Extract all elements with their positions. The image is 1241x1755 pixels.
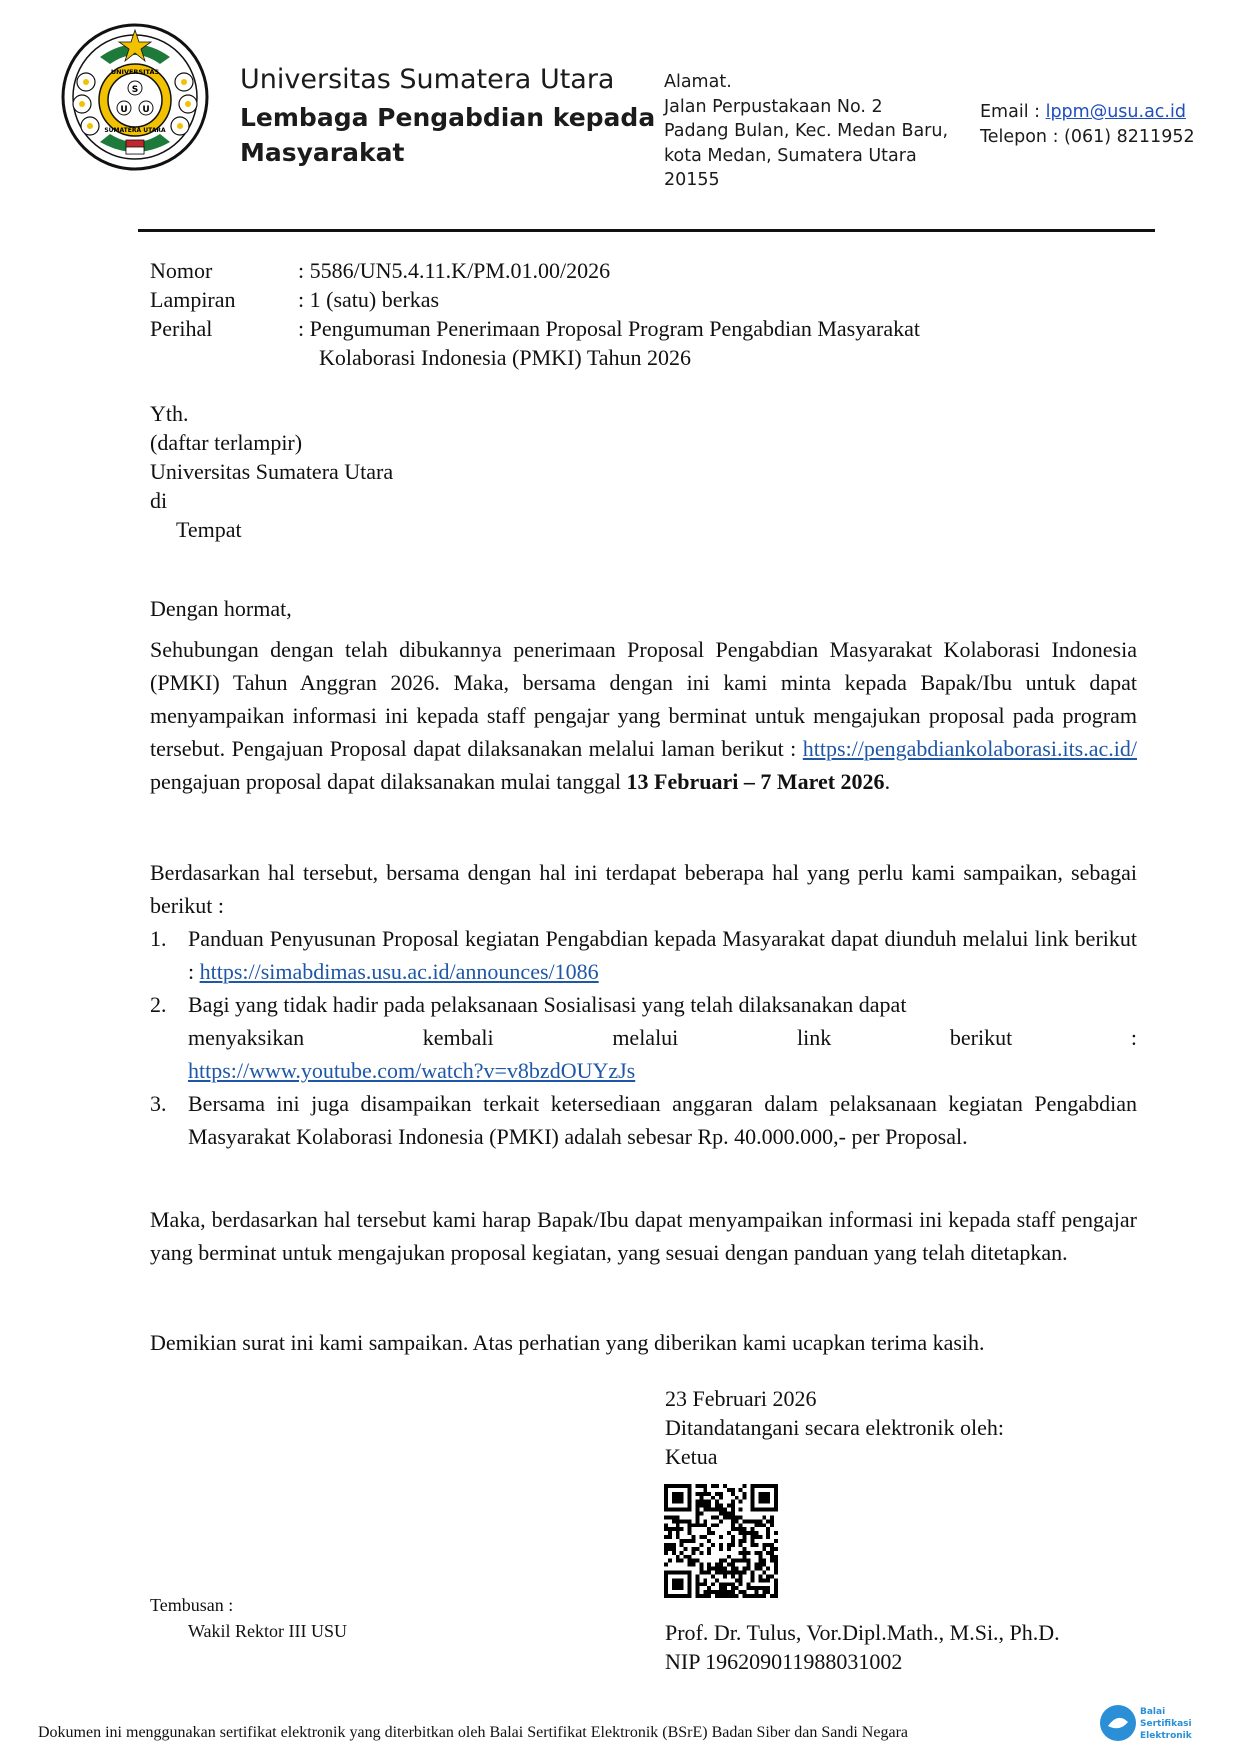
lampiran-value: : 1 (satu) berkas: [298, 287, 440, 312]
address-line: kota Medan, Sumatera Utara: [664, 145, 917, 166]
cc-label: Tembusan :: [150, 1595, 234, 1615]
pmki-link[interactable]: https://pengabdiankolaborasi.its.ac.id/: [802, 736, 1137, 761]
signature-date: 23 Februari 2026: [665, 1386, 817, 1411]
word: berikut: [949, 1025, 1013, 1050]
perihal-value-line1: : Pengumuman Penerimaan Proposal Program Pengabdian Masyarakat: [298, 316, 920, 341]
logo-letter-u1: U: [120, 105, 128, 115]
paragraph-1-text2: pengajuan proposal dapat dilaksanakan mulai tanggal: [150, 769, 627, 794]
perihal-value-line2: Kolaborasi Indonesia (PMKI) Tahun 2026: [319, 345, 691, 370]
recipient-line: Tempat: [176, 517, 242, 542]
recipient-line: di: [150, 488, 168, 513]
logo-text-bottom: SUMATERA UTARA: [104, 127, 166, 134]
youtube-link[interactable]: https://www.youtube.com/watch?v=v8bzdOUYzJs: [188, 1058, 636, 1083]
header-divider: [138, 229, 1155, 232]
address-line: Padang Bulan, Kec. Medan Baru,: [664, 121, 949, 141]
list-item-text: Bagi yang tidak hadir pada pelaksanaan Sosialisasi yang telah dilaksanakan dapat: [188, 992, 907, 1017]
recipient-line: Universitas Sumatera Utara: [150, 459, 394, 484]
qr-code: [664, 1484, 778, 1598]
list-item: [150, 1087, 1137, 1153]
email-label: Email :: [980, 102, 1046, 122]
bsre-line: Balai: [1140, 1707, 1166, 1717]
paragraph-4: Demikian surat ini kami sampaikan. Atas perhatian yang diberikan kami ucapkan terima kasih.: [150, 1330, 985, 1355]
list-number: 1.: [150, 926, 167, 951]
logo-letter-s: S: [131, 85, 139, 95]
word: kembali: [422, 1025, 494, 1050]
recipient-line: (daftar terlampir): [150, 430, 303, 455]
list-item-text: Bersama ini juga disampaikan terkait ketersediaan anggaran dalam pelaksanaan kegiatan Pengabdian Masyarakat Kolaborasi Indonesia (PMKI) adalah sebesar Rp. 40.000.000,- per Proposal.: [188, 1091, 1137, 1149]
signer-nip: NIP 196209011988031002: [665, 1649, 903, 1674]
phone-line: Telepon : (061) 8211952: [980, 126, 1195, 147]
list-item: [150, 988, 1137, 1087]
contact-block: [980, 100, 1195, 149]
paragraph-1-text: Sehubungan dengan telah dibukannya penerimaan Proposal Pengabdian Masyarakat Kolaborasi Indonesia (PMKI) Tahun Anggran 2026. Maka, bersama dengan ini kami minta kepada Bapak/Ibu untuk dapat menyampaikan informasi ini kepada staff pengajar yang berminat untuk mengajukan proposal pada program tersebut. Pengajuan Proposal dapat dilaksanakan melalui laman berikut :: [150, 637, 1137, 761]
signed-by: Ditandatangani secara elektronik oleh:: [665, 1415, 1005, 1440]
bsre-line: Elektronik: [1140, 1731, 1192, 1741]
word: :: [1130, 1025, 1137, 1050]
paragraph-1: [150, 633, 1137, 798]
nomor-value: : 5586/UN5.4.11.K/PM.01.00/2026: [298, 258, 611, 283]
greeting: Dengan hormat,: [150, 596, 292, 621]
submission-dates: 13 Februari – 7 Maret 2026: [626, 769, 885, 794]
address-line: Jalan Perpustakaan No. 2: [664, 96, 883, 117]
list-number: 2.: [150, 992, 167, 1017]
usu-logo: [60, 22, 210, 172]
logo-letter-u2: U: [142, 105, 150, 115]
bsre-line: Sertifikasi: [1140, 1719, 1192, 1729]
lampiran-label: Lampiran: [150, 287, 236, 312]
word: menyaksikan: [188, 1025, 305, 1050]
unit-name-line2: Masyarakat: [240, 138, 405, 167]
word: melalui: [612, 1025, 679, 1050]
address-line: Alamat.: [664, 72, 732, 92]
address-block: [664, 70, 948, 193]
recipient-line: Yth.: [150, 401, 189, 426]
institution-name: Universitas Sumatera Utara: [240, 64, 615, 95]
bsre-logo: [1098, 1702, 1208, 1744]
footer-note: Dokumen ini menggunakan sertifikat elektronik yang diterbitkan oleh Balai Sertifikat Elektronik (BSrE) Badan Siber dan Sandi Negara: [38, 1724, 908, 1741]
list-item-spread-line: [188, 1021, 1137, 1054]
guide-link[interactable]: https://simabdimas.usu.ac.id/announces/1086: [199, 959, 599, 984]
info-list: [150, 922, 1137, 1153]
logo-text-top: UNIVERSITAS: [110, 68, 160, 76]
nomor-label: Nomor: [150, 258, 213, 283]
list-number: 3.: [150, 1091, 167, 1116]
email-line: [980, 100, 1195, 125]
word: link: [796, 1025, 832, 1050]
paragraph-1-end: .: [884, 769, 891, 794]
signer-position: Ketua: [665, 1444, 718, 1469]
cc-item: Wakil Rektor III USU: [188, 1621, 348, 1641]
address-line: 20155: [664, 170, 720, 190]
list-item: [150, 922, 1137, 988]
signer-name: Prof. Dr. Tulus, Vor.Dipl.Math., M.Si., Ph.D.: [665, 1620, 1060, 1645]
paragraph-2: Berdasarkan hal tersebut, bersama dengan hal ini terdapat beberapa hal yang perlu kami sampaikan, sebagai berikut :: [150, 860, 1137, 918]
unit-name-line1: Lembaga Pengabdian kepada: [240, 103, 656, 132]
paragraph-3: Maka, berdasarkan hal tersebut kami harap Bapak/Ibu dapat menyampaikan informasi ini kepada staff pengajar yang berminat untuk mengajukan proposal kegiatan, yang sesuai dengan panduan yang telah ditetapkan.: [150, 1207, 1137, 1265]
perihal-label: Perihal: [150, 316, 213, 341]
list-item-text: Panduan Penyusunan Proposal kegiatan Pengabdian kepada Masyarakat dapat diunduh melalui link berikut :: [188, 926, 1137, 984]
email-link[interactable]: lppm@usu.ac.id: [1045, 102, 1186, 122]
